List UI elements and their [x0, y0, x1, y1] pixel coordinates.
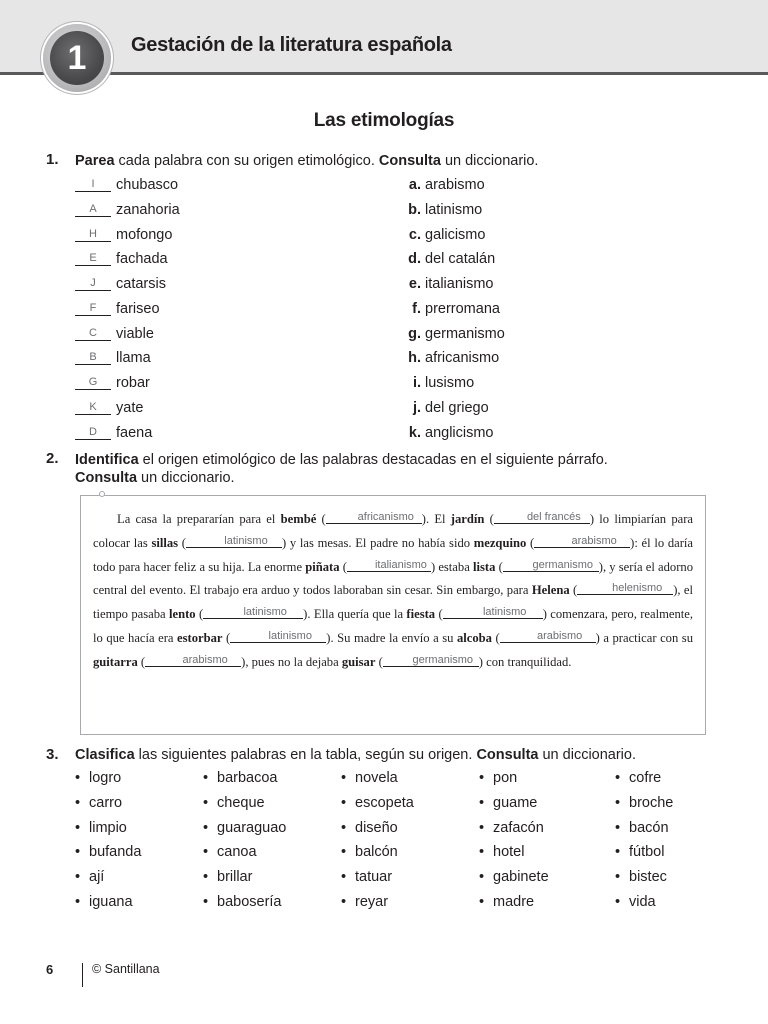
match-word-row — [75, 177, 178, 197]
answer-blank[interactable]: I — [75, 178, 111, 192]
paragraph-text: ) con tranquilidad. — [478, 654, 572, 669]
origin-letter: c. — [408, 227, 421, 243]
word-list-item — [479, 795, 537, 811]
instruction-text: el origen etimológico de las palabras destacadas en el siguiente párrafo. — [138, 452, 608, 468]
bullet-icon: • — [341, 820, 347, 836]
footer-divider — [82, 963, 83, 987]
word-text: logro — [89, 770, 122, 786]
paragraph-text: ) estaba — [430, 559, 473, 574]
word-text: barbacoa — [217, 770, 278, 786]
question-2-instructions — [75, 451, 608, 487]
paragraph-text: ), pues no la dejaba — [241, 654, 342, 669]
word-text: limpio — [89, 820, 127, 836]
origin-row — [403, 301, 500, 321]
answer-blank[interactable]: K — [75, 401, 111, 415]
word-list-item — [479, 894, 534, 910]
answer-blank[interactable]: arabismo — [145, 654, 241, 667]
bullet-icon: • — [615, 770, 621, 786]
bullet-icon: • — [203, 844, 209, 860]
bullet-icon: • — [203, 795, 209, 811]
highlighted-word: sillas — [151, 535, 179, 550]
origin-letter: a. — [408, 177, 421, 193]
question-3-instructions — [75, 746, 636, 764]
origin-row — [403, 400, 489, 420]
word-text: escopeta — [355, 795, 414, 811]
match-word: chubasco — [116, 177, 179, 193]
origin-row — [403, 350, 499, 370]
answer-blank[interactable]: latinismo — [230, 630, 326, 643]
word-list-item — [341, 894, 388, 910]
word-list-item — [479, 869, 549, 885]
instruction-verb: Clasifica — [75, 747, 135, 763]
word-text: ají — [89, 869, 105, 885]
origin-letter: e. — [408, 276, 421, 292]
word-text: carro — [89, 795, 123, 811]
page-number: 6 — [46, 962, 54, 977]
answer-blank[interactable]: J — [75, 277, 111, 291]
word-list-item — [75, 820, 127, 836]
paragraph-text: ), y sería el adorno central del evento. El trabajo era arduo y todos laboraban sin cesar. Sin embargo, para — [93, 559, 693, 598]
bullet-icon: • — [341, 844, 347, 860]
word-list-item — [479, 770, 517, 786]
origin-name: del catalán — [425, 251, 496, 267]
instruction-verb: Consulta — [378, 153, 441, 169]
word-list-item — [203, 844, 257, 860]
origin-name: africanismo — [425, 350, 500, 366]
answer-blank[interactable]: latinismo — [186, 535, 282, 548]
bullet-icon: • — [479, 844, 485, 860]
answer-blank[interactable]: H — [75, 228, 111, 242]
match-word: yate — [116, 400, 144, 416]
origin-name: anglicismo — [425, 425, 494, 441]
answer-blank[interactable]: arabismo — [534, 535, 630, 548]
origin-letter: k. — [408, 425, 421, 441]
section-title: Las etimologías — [313, 110, 455, 131]
answer-blank[interactable]: latinismo — [203, 606, 303, 619]
etymology-paragraph: La casa la prepararían para el bembé ( africanismo ). El jardín ( del francés ) lo limpiarían para colocar las sillas ( latinismo ) y las mesas. El padre no había sido mezquino ( arabismo ): él lo daría todo para hacer feliz a su hija. La enorme piñata ( italianismo ) estaba lista ( germanismo ), y sería el adorno central del evento. El trabajo era arduo y todos laboraban sin cesar. Sin embargo, para Helena ( helenismo ), el tiempo pasaba lento ( latinismo ). Ella quería que la fiesta ( latinismo ) comenzara, pero, realmente, lo que hacía era estorbar ( latinismo ). Su madre la envío a su alcoba ( arabismo ) a practicar con su guitarra ( arabismo ), pues no la dejaba guisar ( germanismo ) con tranquilidad. — [93, 511, 694, 669]
word-list-item — [615, 795, 673, 811]
bullet-icon: • — [479, 820, 485, 836]
word-text: hotel — [493, 844, 525, 860]
question-2-number: 2. — [46, 450, 59, 467]
word-list-item — [341, 869, 392, 885]
bullet-icon: • — [615, 869, 621, 885]
origin-name: galicismo — [425, 227, 486, 243]
word-list-item — [203, 894, 282, 910]
answer-blank[interactable]: germanismo — [383, 654, 479, 667]
bullet-icon: • — [615, 894, 621, 910]
origin-letter: j. — [412, 400, 421, 416]
bullet-icon: • — [341, 770, 347, 786]
origin-letter: b. — [408, 202, 421, 218]
origin-row — [403, 251, 495, 271]
match-word-row — [75, 425, 152, 445]
origin-name: arabismo — [425, 177, 485, 193]
word-text: novela — [355, 770, 398, 786]
match-word-row — [75, 375, 150, 395]
paragraph-text: ). Su madre la envío a su — [326, 630, 457, 645]
paragraph-text: ). Ella quería que la — [303, 607, 407, 622]
paragraph-text: ) y las mesas. El padre no había sido — [281, 535, 474, 550]
origin-letter: h. — [408, 350, 421, 366]
match-word: faena — [116, 425, 153, 441]
word-text: madre — [493, 894, 535, 910]
bullet-icon: • — [341, 869, 347, 885]
word-list-item — [615, 869, 667, 885]
publisher-credit: © Santillana — [92, 962, 160, 976]
origin-row — [403, 202, 482, 222]
instruction-verb: Identifica — [75, 452, 139, 468]
highlighted-word: guitarra — [93, 654, 138, 669]
bullet-icon: • — [341, 894, 347, 910]
bullet-icon: • — [341, 795, 347, 811]
highlighted-word: mezquino — [473, 535, 527, 550]
word-text: zafacón — [493, 820, 544, 836]
word-text: cofre — [629, 770, 662, 786]
bullet-icon: • — [75, 795, 81, 811]
bullet-icon: • — [75, 869, 81, 885]
origin-letter: d. — [408, 251, 421, 267]
word-list-item — [341, 844, 398, 860]
answer-blank[interactable]: africanismo — [326, 511, 422, 524]
answer-blank[interactable]: helenismo — [577, 582, 673, 595]
question-1-instructions — [75, 152, 538, 170]
origin-row — [403, 276, 494, 296]
paragraph-text: ): él lo daría todo para hacer feliz a su hija. La enorme — [93, 535, 694, 574]
word-list-item — [203, 869, 252, 885]
word-list-item — [75, 869, 104, 885]
bullet-icon: • — [615, 795, 621, 811]
origin-name: prerromana — [425, 301, 500, 317]
answer-blank[interactable]: C — [75, 327, 111, 341]
match-word-row — [75, 251, 168, 271]
word-text: guame — [493, 795, 538, 811]
origin-name: latinismo — [425, 202, 483, 218]
bullet-icon: • — [75, 894, 81, 910]
match-word-row — [75, 350, 151, 370]
bullet-icon: • — [479, 795, 485, 811]
word-text: guaraguao — [217, 820, 287, 836]
word-text: cheque — [217, 795, 265, 811]
paragraph-text: ) a practicar con su — [595, 630, 693, 645]
instruction-text: las siguientes palabras en la tabla, según su origen. — [134, 747, 477, 763]
origin-letter: g. — [408, 326, 421, 342]
word-list-item — [615, 770, 661, 786]
origin-name: italianismo — [425, 276, 494, 292]
origin-letter: f. — [412, 301, 421, 317]
word-text: vida — [629, 894, 656, 910]
paragraph-text: ) comenzara, pero, realmente, lo que hacía era — [93, 607, 694, 645]
paragraph-text: La casa la prepararían para el — [117, 512, 281, 526]
word-list-item — [203, 820, 286, 836]
answer-blank[interactable]: A — [75, 203, 111, 217]
chapter-badge — [43, 24, 111, 92]
match-word: llama — [116, 350, 151, 366]
word-list-item — [75, 795, 122, 811]
word-text: tatuar — [355, 869, 393, 885]
word-text: broche — [629, 795, 674, 811]
word-text: babosería — [217, 894, 282, 910]
paragraph-text: ), el tiempo pasaba — [93, 583, 694, 622]
answer-blank[interactable]: del francés — [494, 511, 590, 524]
chapter-title: Gestación de la literatura española — [131, 34, 452, 56]
origin-row — [403, 177, 485, 197]
bullet-icon: • — [479, 869, 485, 885]
bullet-icon: • — [203, 894, 209, 910]
word-list-item — [341, 770, 398, 786]
word-list-item — [203, 795, 265, 811]
chapter-number: 1 — [50, 31, 104, 85]
match-word: zanahoria — [116, 202, 180, 218]
match-word-row — [75, 227, 172, 247]
origin-name: lusismo — [425, 375, 475, 391]
answer-blank[interactable]: D — [75, 426, 111, 440]
word-text: balcón — [355, 844, 398, 860]
match-word: mofongo — [116, 227, 173, 243]
answer-blank[interactable]: B — [75, 351, 111, 365]
answer-blank[interactable]: germanismo — [503, 559, 599, 572]
word-text: reyar — [355, 894, 389, 910]
highlighted-word: jardín — [450, 512, 485, 526]
bullet-icon: • — [75, 844, 81, 860]
match-word: robar — [116, 375, 150, 391]
word-list-item — [479, 844, 524, 860]
question-1-number: 1. — [46, 151, 59, 168]
word-list-item — [75, 894, 133, 910]
word-list-item — [615, 820, 669, 836]
origin-row — [403, 375, 474, 395]
word-list-item — [203, 770, 277, 786]
word-text: brillar — [217, 869, 253, 885]
answer-blank[interactable]: arabismo — [500, 630, 596, 643]
instruction-text: un diccionario. — [538, 747, 636, 763]
highlighted-word: piñata — [305, 559, 340, 574]
word-list-item — [615, 894, 656, 910]
match-word: catarsis — [116, 276, 166, 292]
answer-blank[interactable]: E — [75, 252, 111, 266]
answer-blank[interactable]: F — [75, 302, 111, 316]
bullet-icon: • — [203, 869, 209, 885]
word-text: bacón — [629, 820, 669, 836]
instruction-verb: Parea — [75, 153, 115, 169]
highlighted-word: bembé — [280, 512, 317, 526]
match-word-row — [75, 276, 166, 296]
word-text: iguana — [89, 894, 133, 910]
bullet-icon: • — [203, 820, 209, 836]
match-word-row — [75, 400, 143, 420]
word-text: bistec — [629, 869, 667, 885]
match-word-row — [75, 301, 160, 321]
match-word-row — [75, 326, 154, 346]
word-text: diseño — [355, 820, 398, 836]
bullet-icon: • — [203, 770, 209, 786]
highlighted-word: lista — [472, 559, 496, 574]
word-list-item — [615, 844, 664, 860]
origin-name: germanismo — [425, 326, 505, 342]
header-rule — [0, 72, 768, 75]
match-word-row — [75, 202, 180, 222]
match-word: fachada — [116, 251, 168, 267]
box-decoration — [99, 491, 105, 497]
highlighted-word: fiesta — [406, 607, 436, 622]
bullet-icon: • — [479, 770, 485, 786]
answer-blank[interactable]: latinismo — [443, 606, 543, 619]
match-word: fariseo — [116, 301, 160, 317]
bullet-icon: • — [75, 820, 81, 836]
answer-blank[interactable]: italianismo — [347, 559, 431, 572]
instruction-verb: Consulta — [476, 747, 539, 763]
word-text: bufanda — [89, 844, 142, 860]
highlighted-word: estorbar — [177, 630, 223, 645]
instruction-text: un diccionario. — [137, 470, 235, 486]
highlighted-word: lento — [169, 607, 196, 622]
highlighted-word: guisar — [341, 654, 376, 669]
paragraph-text: ) lo limpiarían para colocar las — [93, 512, 694, 550]
answer-blank[interactable]: G — [75, 376, 111, 390]
instruction-verb: Consulta — [75, 470, 138, 486]
question-3-number: 3. — [46, 746, 59, 763]
word-text: pon — [493, 770, 518, 786]
bullet-icon: • — [75, 770, 81, 786]
word-text: canoa — [217, 844, 257, 860]
paragraph-text: ). El — [421, 512, 451, 526]
word-list-item — [341, 795, 414, 811]
word-list-item — [75, 770, 121, 786]
word-list-item — [341, 820, 398, 836]
bullet-icon: • — [479, 894, 485, 910]
highlighted-word: Helena — [531, 583, 570, 598]
word-list-item — [479, 820, 544, 836]
match-word: viable — [116, 326, 154, 342]
word-text: fútbol — [629, 844, 665, 860]
origin-row — [403, 326, 505, 346]
word-list-item — [75, 844, 141, 860]
instruction-text: cada palabra con su origen etimológico. — [114, 153, 379, 169]
bullet-icon: • — [615, 820, 621, 836]
word-text: gabinete — [493, 869, 549, 885]
bullet-icon: • — [615, 844, 621, 860]
origin-row — [403, 425, 494, 445]
origin-row — [403, 227, 485, 247]
origin-name: del griego — [425, 400, 489, 416]
origin-letter: i. — [412, 375, 421, 391]
instruction-text: un diccionario. — [440, 153, 539, 169]
highlighted-word: alcoba — [456, 630, 492, 645]
